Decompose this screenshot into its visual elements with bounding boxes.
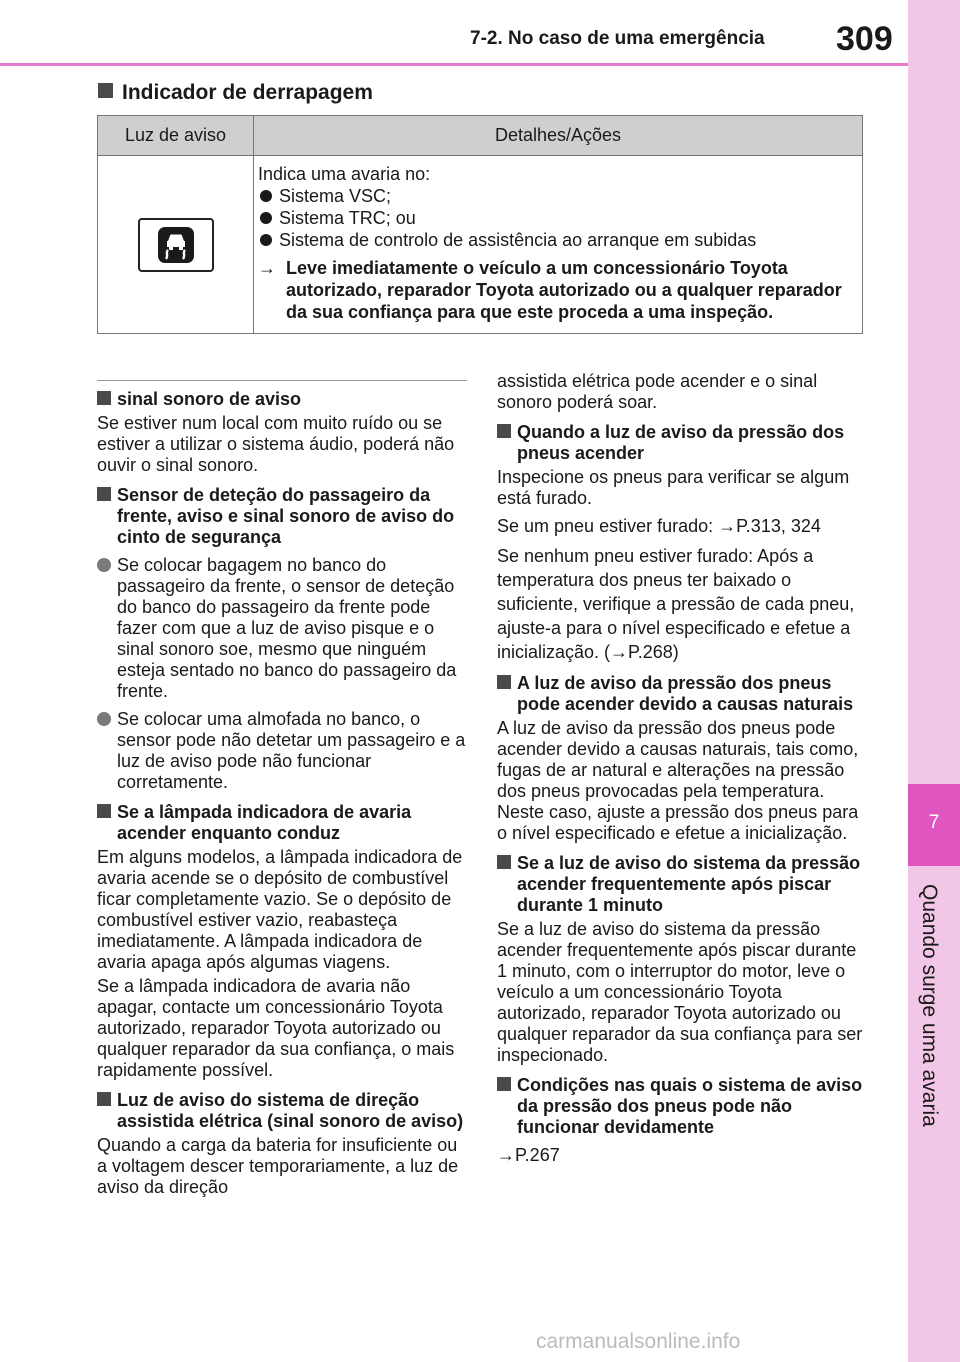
square-bullet-icon (97, 804, 111, 818)
page-reference: →P.267 (497, 1145, 560, 1165)
paragraph: Se estiver num local com muito ruído ou se estiver a utilizar o sistema áudio, poderá não ouvir o sinal sonoro. (97, 413, 455, 475)
chapter-number: 7 (928, 812, 940, 833)
square-bullet-icon (97, 487, 111, 501)
bullet-dot-icon (260, 212, 272, 224)
table-header-light: Luz de aviso (98, 116, 254, 156)
paragraph: Inspecione os pneus para verificar se algum está furado. (497, 467, 850, 508)
chapter-side-tab (908, 0, 960, 1362)
main-heading-text: Indicador de derrapagem (122, 81, 373, 104)
square-bullet-icon (497, 675, 511, 689)
paragraph: assistida elétrica pode acender e o sinal sonoro poderá soar. (497, 371, 818, 412)
paragraph: A luz de aviso da pressão dos pneus pode acender devido a causas naturais, tais como, fugas de ar natural e alterações na pressão dos pneus provocadas pela temperatura. Neste caso, ajuste a pressão dos pneus para o nível especificado e efetue a inicialização. (497, 718, 859, 843)
paragraph: Se a luz de aviso do sistema da pressão acender frequentemente após piscar durante 1 minuto, com o interruptor do motor, leve o veículo a um concessionário Toyota autorizado, reparador Toyota autorizado ou qualquer reparador da sua confiança para ser inspecionado. (497, 919, 863, 1065)
main-heading (98, 81, 373, 105)
table-header-row (98, 116, 863, 156)
table-header-details: Detalhes/Ações (254, 116, 863, 156)
arrow-right-icon: → (258, 258, 276, 278)
subsection-title: Luz de aviso do sistema de direção assistida elétrica (sinal sonoro de aviso) (97, 1090, 467, 1132)
header-divider (0, 63, 908, 66)
subsection-title: Quando a luz de aviso da pressão dos pneus acender (497, 422, 869, 464)
table-row (98, 156, 863, 334)
bullet-dot-icon (97, 558, 111, 572)
subsection-title: sinal sonoro de aviso (97, 389, 467, 410)
slip-indicator-icon-graphic (157, 226, 195, 264)
list-item: Sistema VSC; (258, 185, 854, 207)
square-bullet-icon (497, 424, 511, 438)
paragraph: Se nenhum pneu estiver furado: Após a temperatura dos pneus ter baixado o suficiente, verifique a pressão de cada pneu, ajuste-a para o nível especificado e efetue a inicialização. (→P.268) (497, 546, 855, 662)
right-column (497, 368, 869, 1166)
bullet-paragraph: Se colocar bagagem no banco do passageiro da frente, o sensor de deteção do banco do passageiro da frente pode fazer com que a luz de aviso pisque e o sinal sonoro soe, mesmo que ninguém esteja sentado no banco do passageiro da frente. (97, 555, 467, 702)
square-bullet-icon (98, 83, 113, 98)
list-item: Sistema de controlo de assistência ao arranque em subidas (258, 229, 854, 251)
paragraph: Se a lâmpada indicadora de avaria não apagar, contacte um concessionário Toyota autorizado, reparador Toyota autorizado ou qualquer reparador da sua confiança, o mais rapidamente possível. (97, 976, 455, 1080)
paragraph: Quando a carga da bateria for insuficiente ou a voltagem descer temporariamente, a luz de aviso da direção (97, 1135, 459, 1197)
page-number: 309 (836, 20, 893, 58)
square-bullet-icon (497, 1077, 511, 1091)
square-bullet-icon (497, 855, 511, 869)
subsection-title: Condições nas quais o sistema de aviso da pressão dos pneus pode não funcionar devidamente (497, 1075, 869, 1138)
bullet-dot-icon (97, 712, 111, 726)
subsection-title: Se a lâmpada indicadora de avaria acender enquanto conduz (97, 802, 467, 844)
warning-details-cell (254, 156, 863, 334)
list-item: Sistema TRC; ou (258, 207, 854, 229)
paragraph: Em alguns modelos, a lâmpada indicadora de avaria acende se o depósito de combustível ficar completamente vazio. Se o depósito de combustível estiver vazio, reabasteça imediatamente. A lâmpada indicadora de avaria apaga após algumas viagens. (97, 847, 463, 972)
subsection-title: Se a luz de aviso do sistema da pressão acender frequentemente após piscar durante 1 minuto (497, 853, 869, 916)
left-column (97, 383, 467, 1198)
square-bullet-icon (97, 391, 111, 405)
square-bullet-icon (97, 1092, 111, 1106)
action-instruction: → Leve imediatamente o veículo a um concessionário Toyota autorizado, reparador Toyota autorizado ou a qualquer reparador da sua confiança para que este proceda a uma inspeção. (258, 258, 842, 322)
chapter-title: Quando surge uma avaria (918, 884, 941, 1127)
page-reference: Se um pneu estiver furado: →P.313, 324 (497, 516, 821, 536)
warning-light-table (97, 115, 863, 334)
bullet-paragraph: Se colocar uma almofada no banco, o sensor pode não detetar um passageiro e a luz de aviso pode não funcionar corretamente. (97, 709, 467, 793)
column-divider (97, 380, 467, 381)
bullet-dot-icon (260, 234, 272, 246)
subsection-title: Sensor de deteção do passageiro da frente, aviso e sinal sonoro de aviso do cinto de segurança (97, 485, 467, 548)
warning-light-cell (98, 156, 254, 334)
section-title: 7-2. No caso de uma emergência (470, 28, 765, 49)
details-intro: Indica uma avaria no: (258, 164, 431, 184)
watermark: carmanualsonline.info (536, 1330, 741, 1353)
subsection-title: A luz de aviso da pressão dos pneus pode acender devido a causas naturais (497, 673, 869, 715)
slip-indicator-icon (138, 218, 214, 272)
bullet-dot-icon (260, 190, 272, 202)
